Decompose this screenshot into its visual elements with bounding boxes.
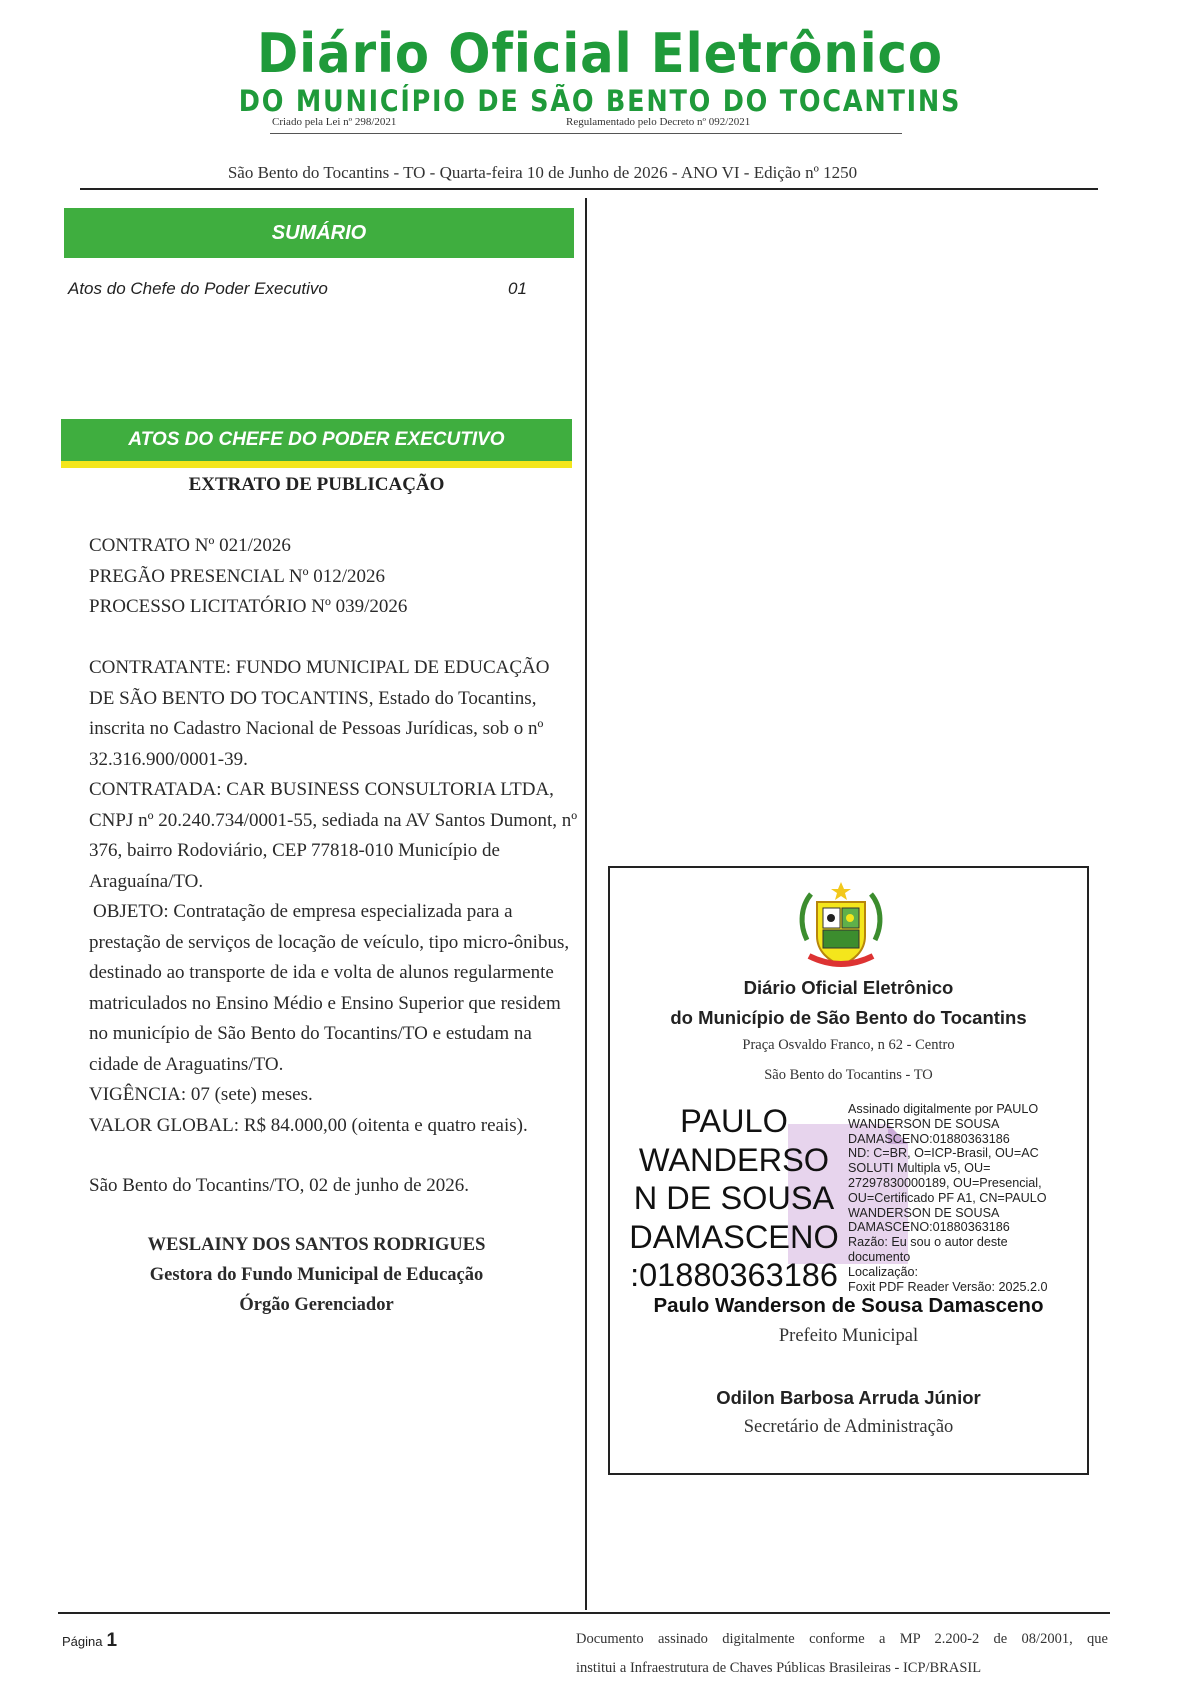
digital-signature-details [848,1102,1088,1294]
signature-detail-line: 27297830000189, OU=Presencial, [848,1175,1042,1190]
signature-detail-line: Localização: [848,1264,919,1279]
contract-ref: PREGÃO PRESENCIAL Nº 012/2026 [89,565,386,587]
footer-legal-note-continued: institui a Infraestrutura de Chaves Públicas Brasileiras - ICP/BRASIL [576,1660,982,1676]
contract-references [89,531,579,623]
column-divider [585,198,587,1610]
summary-heading: SUMÁRIO [64,208,574,258]
box-address: Praça Osvaldo Franco, n 62 - Centro [742,1037,955,1053]
signature-detail-line: documento [848,1249,911,1264]
signature-name-line: N DE SOUSA [633,1180,835,1216]
signature-detail-line: SOLUTI Multipla v5, OU= [848,1161,991,1176]
footer-divider [58,1612,1110,1614]
contract-ref: CONTRATO Nº 021/2026 [89,535,291,556]
signer-name: WESLAINY DOS SANTOS RODRIGUES [147,1235,486,1255]
masthead-subtitle: DO MUNICÍPIO DE SÃO BENTO DO TOCANTINS [238,84,962,118]
mayor-name: Paulo Wanderson de Sousa Damasceno [653,1294,1044,1317]
secretary-name: Odilon Barbosa Arruda Júnior [716,1387,981,1408]
summary-item-page: 01 [508,279,527,298]
place-date: São Bento do Tocantins/TO, 02 de junho de 2026. [89,1175,470,1196]
box-subtitle: do Município de São Bento do Tocantins [670,1007,1027,1028]
box-city: São Bento do Tocantins - TO [764,1067,933,1083]
clause-valor-global: VALOR GLOBAL: R$ 84.000,00 (oitenta e quatro reais). [89,1114,528,1136]
signer-role: Gestora do Fundo Municipal de Educação [149,1265,484,1285]
created-by-law: Criado pela Lei nº 298/2021 [272,116,397,128]
coat-of-arms-icon [793,880,889,976]
signature-detail-line: Foxit PDF Reader Versão: 2025.2.0 [848,1279,1048,1294]
clause-vigencia: VIGÊNCIA: 07 (sete) meses. [89,1084,313,1105]
signature-detail-line: DAMASCENO:01880363186 [848,1131,1010,1146]
clause-objeto: OBJETO: Contratação de empresa especializada para a prestação de serviços de locação de veículo, tipo micro-ônibus, destinado ao transporte de ida e volta de alunos regularmente matriculados no Ensino Médio e Ensino Superior que residem no município de São Bento do Tocantins/TO e estudam na cidade de Araguatins/TO. [89,901,570,1075]
secretary-role: Secretário de Administração [743,1417,954,1437]
signature-detail-line: ND: C=BR, O=ICP-Brasil, OU=AC [848,1146,1039,1161]
section-heading-accent [61,461,572,468]
signature-detail-line: Razão: Eu sou o autor deste [848,1235,1008,1250]
digital-signature-name [620,1102,848,1295]
signature-detail-line: Assinado digitalmente por PAULO [848,1102,1039,1116]
contract-ref: PROCESSO LICITATÓRIO Nº 039/2026 [89,596,408,617]
box-title: Diário Oficial Eletrônico [743,977,954,998]
footer-page-indicator [62,1630,117,1652]
signature-detail-line: DAMASCENO:01880363186 [848,1220,1010,1235]
clause-contratada: CONTRATADA: CAR BUSINESS CONSULTORIA LTDA, CNPJ nº 20.240.734/0001-55, sediada na AV Santos Dumont, nº 376, bairro Rodoviário, CEP 77818-010 Município de Araguaína/TO. [89,779,578,892]
signature-detail-line: WANDERSON DE SOUSA [848,1116,1000,1131]
contract-clauses [89,653,579,1141]
mayor-role: Prefeito Municipal [778,1326,919,1346]
section-heading: ATOS DO CHEFE DO PODER EXECUTIVO [61,419,572,461]
footer-legal-note: Documento assinado digitalmente conforme a MP 2.200-2 de 08/2001, que [576,1631,1108,1647]
masthead-title: Diário Oficial Eletrônico [257,22,943,85]
footer-page-label: Página [62,1634,103,1649]
signature-detail-line: OU=Certificado PF A1, CN=PAULO [848,1190,1047,1205]
regulated-by-decree: Regulamentado pelo Decreto nº 092/2021 [566,116,751,128]
edition-line: São Bento do Tocantins - TO - Quarta-feira 10 de Junho de 2026 - ANO VI - Edição nº 1250 [227,163,858,182]
signer-org: Órgão Gerenciador [239,1295,394,1315]
footer-page-number: 1 [106,1630,118,1651]
clause-contratante: CONTRATANTE: FUNDO MUNICIPAL DE EDUCAÇÃO DE SÃO BENTO DO TOCANTINS, Estado do Tocantins, inscrita no Cadastro Nacional de Pessoas Jurídicas, sob o nº 32.316.900/0001-39. [89,657,550,770]
signature-name-line: WANDERSO [638,1141,830,1178]
signature-name-line: PAULO [680,1103,788,1139]
signature-name-line: :01880363186 [630,1257,838,1293]
summary-item-label[interactable]: Atos do Chefe do Poder Executivo [68,279,328,298]
extract-title: EXTRATO DE PUBLICAÇÃO [188,474,445,495]
masthead-rule [270,133,902,134]
signature-detail-line: WANDERSON DE SOUSA [848,1205,1000,1220]
signature-name-line: DAMASCENO [629,1218,839,1255]
header-divider [80,188,1098,190]
